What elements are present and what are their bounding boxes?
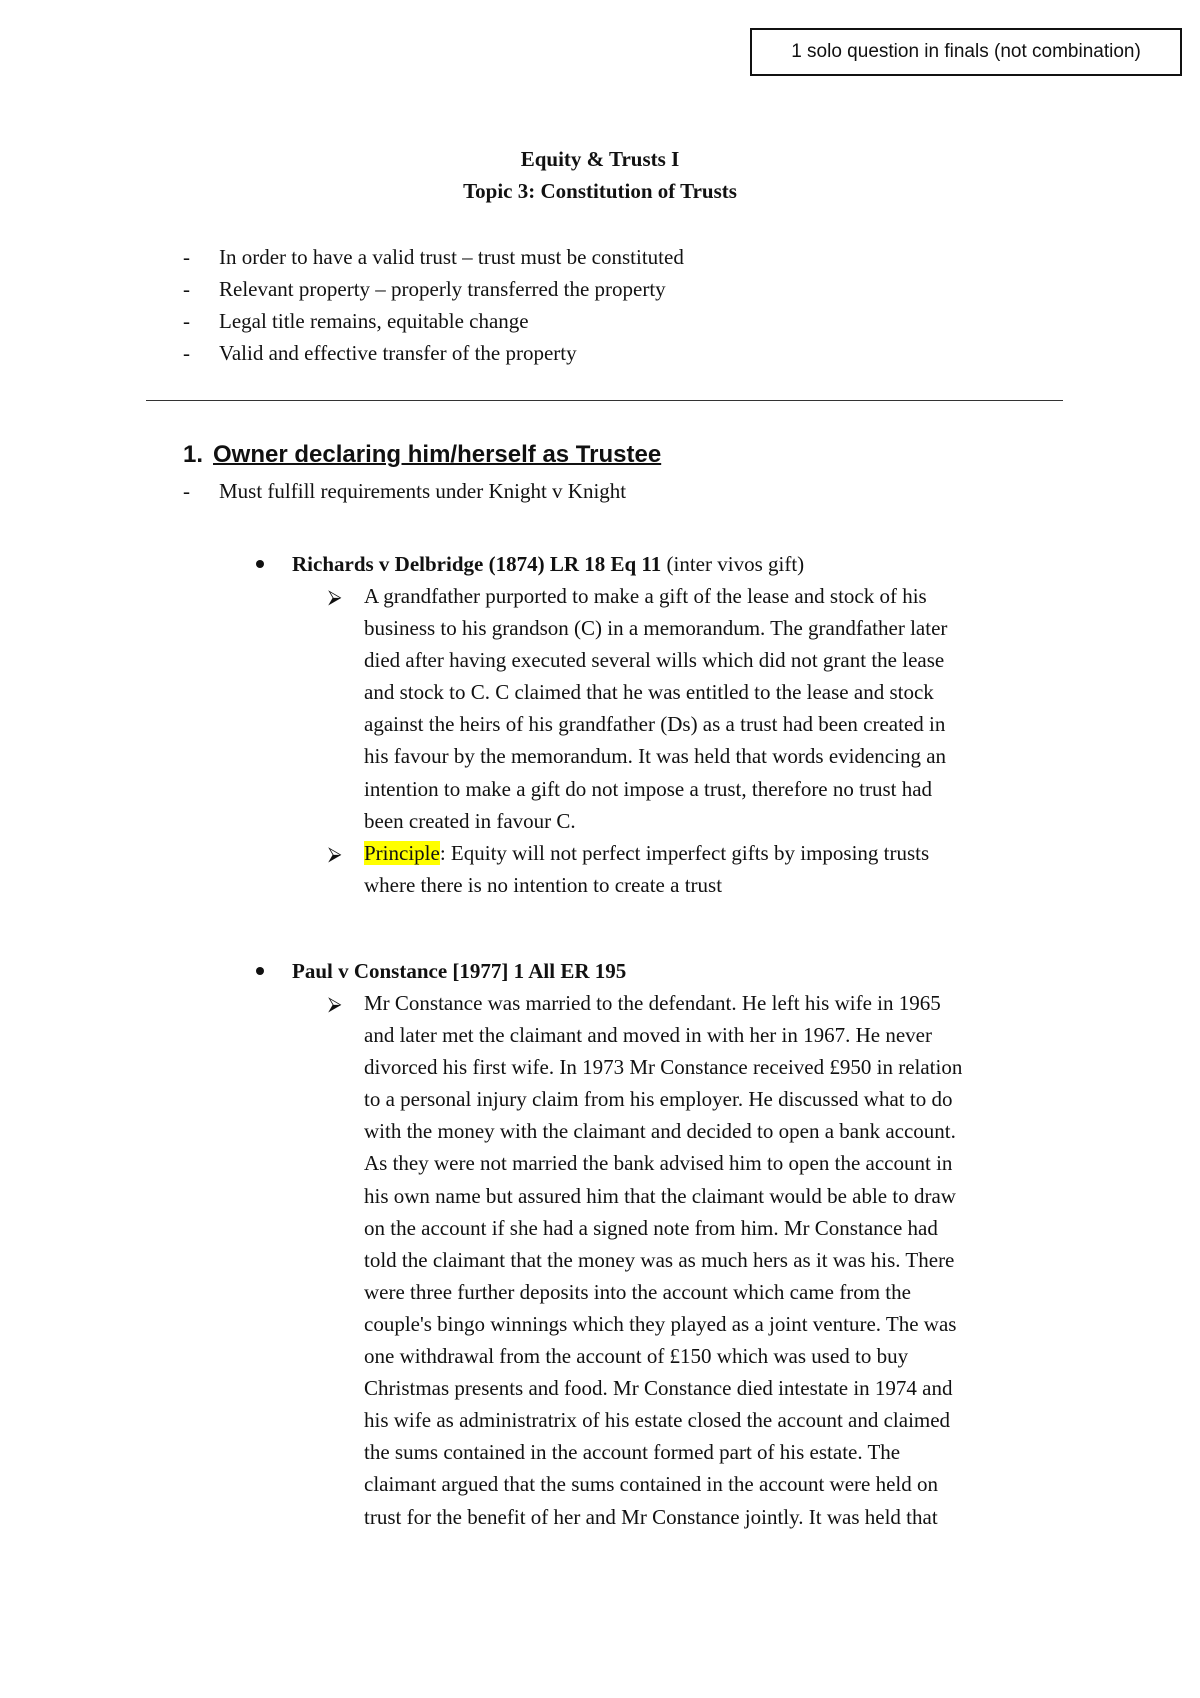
- text-line: where there is no intention to create a trust: [364, 873, 723, 898]
- text-line: divorced his first wife. In 1973 Mr Constance received £950 in relation: [364, 1055, 963, 1080]
- case-facts: [364, 580, 1064, 837]
- case-name: Paul v Constance [1977] 1 All ER 195: [292, 959, 627, 983]
- text-line: one withdrawal from the account of £150 which was used to buy: [364, 1344, 909, 1369]
- intro-point: Valid and effective transfer of the property: [219, 341, 577, 365]
- horizontal-divider: [146, 400, 1063, 401]
- case-name: Richards v Delbridge (1874) LR 18 Eq 11: [292, 552, 662, 576]
- text-line: couple's bingo winnings which they played as a joint venture. The was: [364, 1311, 957, 1336]
- bullet-icon: [256, 967, 264, 975]
- exam-note-box: 1 solo question in finals (not combination): [750, 28, 1182, 76]
- dash-marker: -: [183, 479, 190, 503]
- text-line: his own name but assured him that the claimant would be able to draw: [364, 1183, 956, 1208]
- text-line: the sums contained in the account formed part of his estate. The: [364, 1440, 901, 1465]
- text-line: claimant argued that the sums contained in the account were held on: [364, 1472, 939, 1497]
- text-line: his wife as administratrix of his estate closed the account and claimed: [364, 1408, 951, 1433]
- document-subtitle: Topic 3: Constitution of Trusts: [463, 179, 737, 203]
- text-line: told the claimant that the money was as much hers as it was his. There: [364, 1247, 955, 1272]
- bullet-icon: [256, 560, 264, 568]
- text-line: on the account if she had a signed note from him. Mr Constance had: [364, 1215, 938, 1240]
- intro-point: In order to have a valid trust – trust must be constituted: [219, 245, 684, 269]
- principle-text: : Equity will not perfect imperfect gifts by imposing trusts: [439, 841, 930, 865]
- dash-marker: -: [183, 341, 190, 365]
- case-title: [292, 955, 626, 987]
- case-facts: [364, 987, 1064, 1533]
- section-heading-text: Owner declaring him/herself as Trustee: [213, 441, 662, 468]
- dash-marker: -: [183, 309, 190, 333]
- section-number: 1.: [183, 441, 204, 468]
- arrow-bullet-icon: ⮚: [328, 843, 342, 865]
- case-principle: [364, 837, 1064, 901]
- text-line: to a personal injury claim from his employer. He discussed what to do: [364, 1087, 953, 1112]
- text-line: trust for the benefit of her and Mr Constance jointly. It was held that: [364, 1504, 938, 1529]
- arrow-bullet-icon: ⮚: [328, 993, 342, 1015]
- text-line: intention to make a gift do not impose a trust, therefore no trust had: [364, 776, 933, 801]
- intro-point: Legal title remains, equitable change: [219, 309, 529, 333]
- section-point: Must fulfill requirements under Knight v Knight: [219, 479, 627, 503]
- text-line: and stock to C. C claimed that he was entitled to the lease and stock: [364, 680, 934, 705]
- text-line: Mr Constance was married to the defendant. He left his wife in 1965: [364, 991, 941, 1015]
- text-line: been created in favour C.: [364, 808, 576, 833]
- intro-point: Relevant property – properly transferred the property: [219, 277, 666, 301]
- text-line: his favour by the memorandum. It was held that words evidencing an: [364, 744, 947, 769]
- text-line: were three further deposits into the account which came from the: [364, 1279, 911, 1304]
- principle-label: Principle: [364, 841, 440, 865]
- case-title: [292, 548, 804, 580]
- text-line: Christmas presents and food. Mr Constance died intestate in 1974 and: [364, 1376, 953, 1401]
- arrow-bullet-icon: ⮚: [328, 586, 342, 608]
- text-line: and later met the claimant and moved in with her in 1967. He never: [364, 1023, 932, 1048]
- text-line: with the money with the claimant and decided to open a bank account.: [364, 1119, 956, 1144]
- case-note: (inter vivos gift): [661, 552, 805, 576]
- section-heading: [183, 441, 661, 469]
- text-line: A grandfather purported to make a gift of the lease and stock of his: [364, 584, 927, 608]
- text-line: against the heirs of his grandfather (Ds) as a trust had been created in: [364, 712, 946, 737]
- text-line: As they were not married the bank advised him to open the account in: [364, 1151, 953, 1176]
- text-line: died after having executed several wills which did not grant the lease: [364, 648, 945, 673]
- text-line: [364, 837, 1064, 869]
- document-title: Equity & Trusts I: [520, 147, 680, 171]
- text-line: business to his grandson (C) in a memorandum. The grandfather later: [364, 616, 948, 641]
- dash-marker: -: [183, 245, 190, 269]
- dash-marker: -: [183, 277, 190, 301]
